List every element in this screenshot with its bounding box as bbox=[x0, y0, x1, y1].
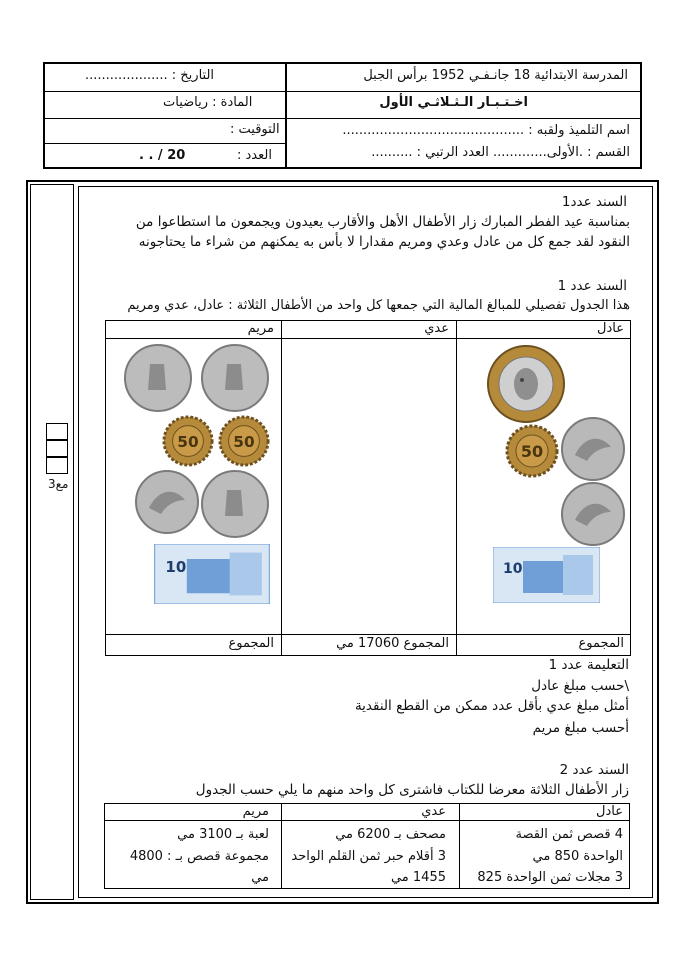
silver-coin-image bbox=[201, 344, 269, 412]
money-table-header-odai: عدي bbox=[424, 321, 449, 336]
money-table-total-adel: المجموع bbox=[578, 636, 624, 651]
sanad1-heading: السند عدد1 bbox=[561, 194, 627, 210]
purchases-mariam-line-3: مي bbox=[251, 870, 269, 885]
svg-text:50: 50 bbox=[520, 442, 544, 461]
silver-coin-image bbox=[561, 417, 625, 481]
sanad1-line2: النقود لقد جمع كل من عادل وعدي ومريم مقدارا لا بأس به يمكنهم من شراء ما يحتاجونه bbox=[138, 234, 630, 250]
grade-box-1 bbox=[46, 423, 68, 440]
school-name: المدرسة الابتدائية 18 جانـفـي 1952 برأس الجبل bbox=[363, 68, 628, 83]
purchases-mariam-line-2: مجموعة قصص بـ : 4800 bbox=[129, 849, 269, 864]
instruction-item-1: \حسب مبلغ عادل bbox=[531, 678, 629, 694]
svg-text:50: 50 bbox=[177, 432, 199, 451]
grade-box-2 bbox=[46, 440, 68, 457]
purchases-header-adel: عادل bbox=[596, 804, 623, 819]
criterion-label: مع3 bbox=[48, 477, 69, 491]
subject-field: المادة : رياضيات bbox=[163, 95, 253, 110]
purchases-odai-line-1: مصحف بـ 6200 مي bbox=[335, 827, 446, 842]
money-table-total-odai: المجموع 17060 مي bbox=[336, 636, 449, 651]
money-table-total-mariam: المجموع bbox=[228, 636, 274, 651]
svg-text:10: 10 bbox=[503, 561, 523, 577]
purchases-adel-line-3: 3 مجلات ثمن الواحدة 825 bbox=[477, 870, 623, 885]
money-table-header-mariam: مريم bbox=[247, 321, 274, 336]
silver-coin-image bbox=[561, 482, 625, 546]
instruction-item-2: أمثل مبلغ عدي بأقل عدد ممكن من القطع النقدية bbox=[354, 698, 629, 714]
silver-coin-image bbox=[135, 470, 199, 534]
purchases-table bbox=[104, 803, 630, 889]
header-table bbox=[43, 62, 642, 169]
bimetal-5-dinar-coin-image bbox=[486, 344, 566, 424]
purchases-adel-line-2: الواحدة 850 مي bbox=[532, 849, 623, 864]
sanad2-line1: هذا الجدول تفصيلي للمبالغ المالية التي جمعها كل واحد من الأطفال الثلاثة : عادل، عدي ومريم bbox=[127, 298, 630, 313]
date-field: التاريخ : .................... bbox=[85, 68, 215, 83]
purchases-mariam-line-1: لعبة بـ 3100 مي bbox=[177, 827, 269, 842]
purchases-header-odai: عدي bbox=[421, 804, 446, 819]
bronze-50-coin-image bbox=[505, 424, 559, 478]
money-table-header-adel: عادل bbox=[597, 321, 624, 336]
grade-box-3 bbox=[46, 457, 68, 474]
bronze-50-coin-image bbox=[162, 415, 214, 467]
sanad2-heading: السند عدد 1 bbox=[557, 278, 627, 294]
sanad3-line1: زار الأطفال الثلاثة معرضا للكتاب فاشترى كل واحد منهم ما يلي حسب الجدول bbox=[195, 782, 629, 798]
purchases-odai-line-3: 1455 مي bbox=[390, 870, 446, 885]
score-value: . . / 20 bbox=[139, 148, 186, 163]
student-name-field: اسم التلميذ ولقبه : ............................................ bbox=[342, 123, 630, 138]
ten-dinar-banknote-image bbox=[151, 544, 273, 604]
purchases-odai-line-2: 3 أقلام حبر ثمن القلم الواحد bbox=[291, 849, 446, 864]
instruction-heading: التعليمة عدد 1 bbox=[548, 657, 629, 673]
silver-coin-image bbox=[201, 470, 269, 538]
instruction-item-3: أحسب مبلغ مريم bbox=[532, 720, 629, 736]
purchases-adel-line-1: 4 قصص ثمن القصة bbox=[515, 827, 623, 842]
sanad1-line1: بمناسبة عيد الفطر المبارك زار الأطفال الأهل والأقارب يعيدون ويجمعون ما استطاعوا من bbox=[135, 214, 630, 230]
grading-margin bbox=[30, 184, 74, 900]
silver-coin-image bbox=[124, 344, 192, 412]
svg-text:50: 50 bbox=[233, 432, 255, 451]
bronze-50-coin-image bbox=[218, 415, 270, 467]
svg-text:10: 10 bbox=[165, 557, 187, 576]
ten-dinar-banknote-image bbox=[493, 547, 600, 603]
exam-title: اخـتـبـار الـثـلاثـي الأول bbox=[379, 95, 528, 110]
sanad3-heading: السند عدد 2 bbox=[559, 762, 629, 778]
score-label: العدد : bbox=[237, 148, 272, 163]
timing-field: التوقيت : bbox=[230, 122, 280, 137]
purchases-header-mariam: مريم bbox=[242, 804, 269, 819]
class-line: القسم : .الأولى............. العدد الرتبي : .......... bbox=[371, 145, 630, 160]
